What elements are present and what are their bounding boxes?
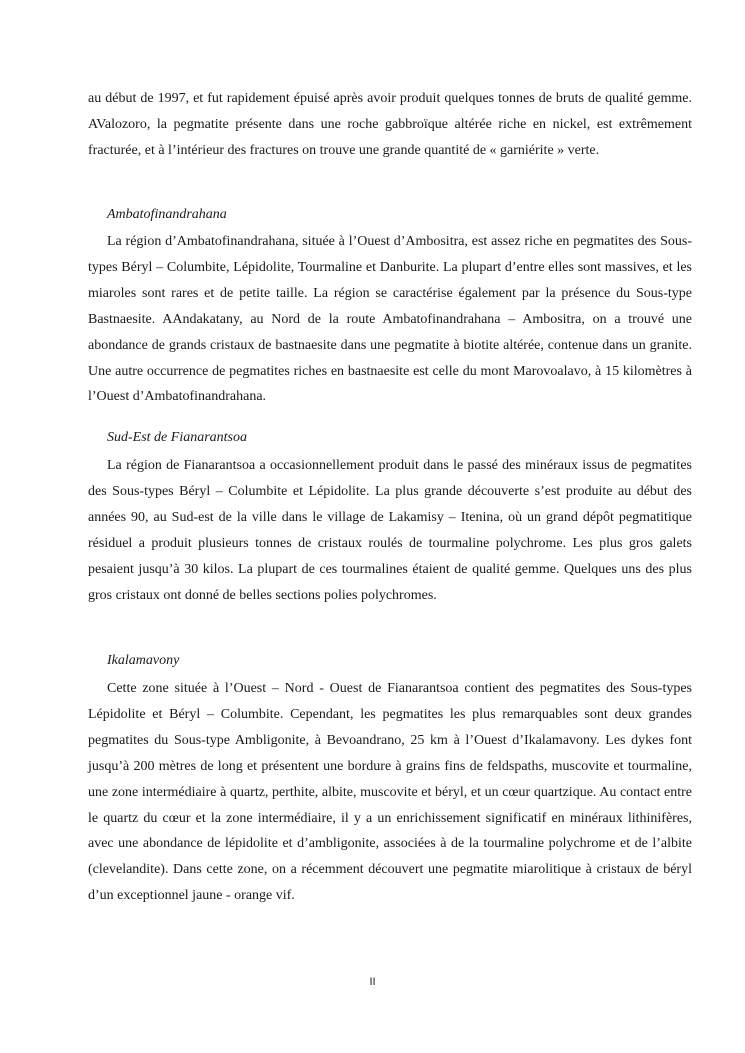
section-heading-sud-est-fianarantsoa: Sud-Est de Fianarantsoa bbox=[107, 430, 247, 445]
paragraph-text: La région d’Ambatofinandrahana, située à l’Ouest d’Ambositra, est assez riche en pegmatites des Sous-types Béryl – Columbite, Lépidolite, Tourmaline et Danburite. La plupart d’entre elles sont massives, et les miaroles sont rares et de petite taille. La région se caractérise également par la présence du Sous-type Bastnaesite. AAndakatany, au Nord de la route Ambatofinandrahana – Ambositra, on a trouvé une abondance de grands cristaux de bastnaesite dans une pegmatite à biotite altérée, contenue dans un granite. Une autre occurrence de pegmatites riches en bastnaesite est celle du mont Marovoalavo, à 15 kilomètres à l’Ouest d’Ambatofinandrahana. bbox=[88, 234, 692, 405]
section-paragraph-sud-est-fianarantsoa bbox=[88, 453, 692, 608]
continuation-paragraph bbox=[88, 86, 692, 164]
paragraph-text: au début de 1997, et fut rapidement épuisé après avoir produit quelques tonnes de bruts de qualité gemme. AValozoro, la pegmatite présente dans une roche gabbroïque altérée riche en nickel, est extrêmement fracturée, et à l’intérieur des fractures on trouve une grande quantité de « garniérite » verte. bbox=[88, 91, 692, 158]
page-number: II bbox=[369, 976, 376, 988]
paragraph-text: La région de Fianarantsoa a occasionnellement produit dans le passé des minéraux issus de pegmatites des Sous-types Béryl – Columbite et Lépidolite. La plus grande découverte s’est produite au début des années 90, au Sud-est de la ville dans le village de Lakamisy – Itenina, où un grand dépôt pegmatitique résiduel a produit plusieurs tonnes de cristaux roulés de tourmaline polychrome. Les plus gros galets pesaient jusqu’à 30 kilos. La plupart de ces tourmalines étaient de qualité gemme. Quelques uns des plus gros cristaux ont donné de belles sections polies polychromes. bbox=[88, 458, 692, 603]
paragraph-text: Cette zone située à l’Ouest – Nord - Ouest de Fianarantsoa contient des pegmatites des Sous-types Lépidolite et Béryl – Columbite. Cependant, les pegmatites les plus remarquables sont deux grandes pegmatites du Sous-type Ambligonite, à Bevoandrano, 25 km à l’Ouest d’Ikalamavony. Les dykes font jusqu’à 200 mètres de long et présentent une bordure à grains fins de feldspaths, muscovite et tourmaline, une zone intermédiaire à quartz, perthite, albite, muscovite et béryl, et un cœur quartzique. Au contact entre le quartz du cœur et la zone intermédiaire, il y a un enrichissement significatif en minéraux lithinifères, avec une abondance de lépidolite et d’ambligonite, associées à de la tourmaline polychrome et de l’albite (clevelandite). Dans cette zone, on a récemment découvert une pegmatite miarolitique à cristaux de béryl d’un exceptionnel jaune - orange vif. bbox=[88, 681, 692, 904]
section-heading-ambatofinandrahana: Ambatofinandrahana bbox=[107, 207, 227, 222]
section-paragraph-ambatofinandrahana bbox=[88, 229, 692, 410]
section-paragraph-ikalamavony bbox=[88, 676, 692, 909]
section-heading-ikalamavony: Ikalamavony bbox=[107, 653, 180, 668]
